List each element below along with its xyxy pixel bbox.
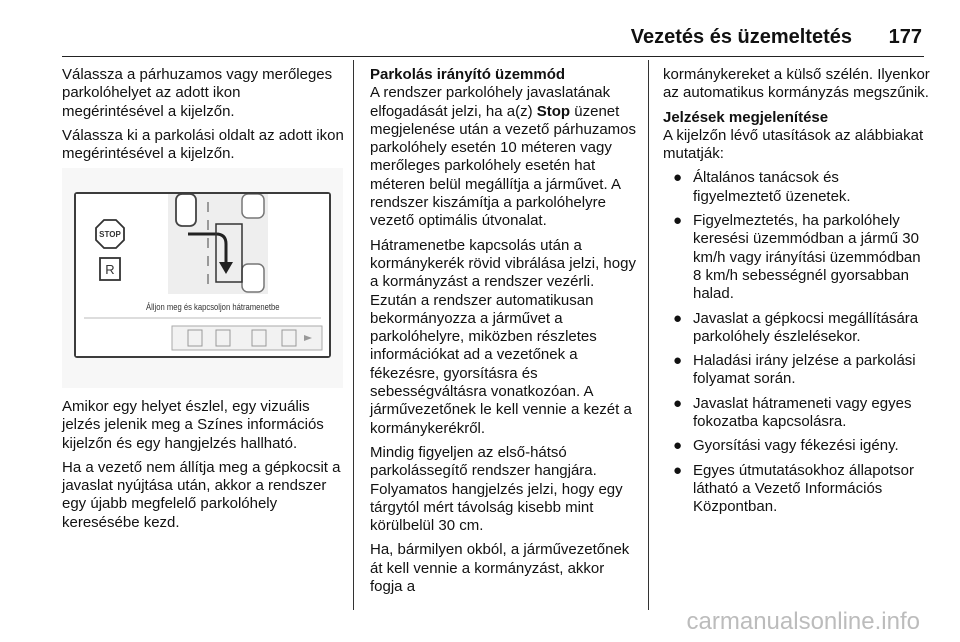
- column-3: [663, 66, 931, 523]
- section-title: Vezetés és üzemeltetés: [630, 26, 852, 48]
- bullet-icon: ●: [673, 212, 683, 230]
- parking-display-illustration: [62, 168, 343, 388]
- column-2: [370, 66, 638, 602]
- column-1: [62, 66, 346, 169]
- display-screen: [74, 192, 331, 358]
- paragraph: Hátramenetbe kapcsolás után a kormánykerék rövid vibrálása jelzi, hogy a kormányzást a rendszer vezérli. Ezután a rendszer automatikusan bekormányozza a járművet a parkolóhelyre, miközben részletes információkat ad a vezetőnek a fékezésre, gyorsításra és sebességváltásra vonatkozóan. A járművezetőnek le kell vennie a kezét a kormánykerékről.: [370, 236, 636, 437]
- section-heading: Jelzések megjelenítése: [663, 108, 829, 126]
- list-item: ● Javaslat hátrameneti vagy egyes fokozatba kapcsolásra.: [673, 394, 912, 431]
- parking-scene-graphic: [76, 194, 329, 356]
- list-item: ● Egyes útmutatásokhoz állapotsor látható a Vezető Információs Központban.: [673, 461, 914, 516]
- paragraph-text: A rendszer parkolóhely javaslatának elfogadását jelzi, ha a(z): [370, 84, 611, 120]
- paragraph: Mindig figyeljen az első-hátsó parkolássegítő rendszer hangjára. Folyamatos hangjelzés jelzi, hogy egy tárgytól mért távolság kisebb mint körülbelül 30 cm.: [370, 443, 623, 535]
- bullet-icon: ●: [673, 169, 683, 187]
- section-heading: Parkolás irányító üzemmód: [370, 66, 566, 83]
- column-divider-2: [648, 60, 649, 610]
- header-rule: [62, 56, 924, 57]
- bullet-icon: ●: [673, 309, 683, 327]
- bullet-icon: ●: [673, 461, 683, 479]
- stop-keyword: Stop: [536, 102, 571, 120]
- bullet-icon: ●: [673, 437, 683, 455]
- list-item: ● Haladási irány jelzése a parkolási folyamat során.: [673, 352, 916, 388]
- paragraph: Ha a vezető nem állítja meg a gépkocsit a javaslat nyújtása után, akkor a rendszer egy újabb megfelelő parkolóhely keresésébe kezd.: [62, 458, 341, 531]
- list-item: ● Gyorsítási vagy fékezési igény.: [673, 437, 899, 455]
- page-number: 177: [888, 26, 922, 48]
- paragraph: Ha, bármilyen okból, a járművezetőnek át kell vennie a kormányzást, akkor fogja a: [370, 541, 630, 596]
- bullet-icon: ●: [673, 394, 683, 412]
- list-item: ● Figyelmeztetés, ha parkolóhely keresési üzemmódban a jármű 30 km/h vagy irányítási üzemmódban 8 km/h sebességnél gyorsabban halad.: [673, 212, 921, 303]
- paragraph-text: A kijelzőn lévő utasítások az alábbiakat mutatják:: [663, 126, 924, 163]
- list-item: ● Általános tanácsok és figyelmeztető üzenetek.: [673, 169, 851, 205]
- reverse-icon-label: R: [105, 262, 115, 277]
- column-divider-1: [353, 60, 354, 610]
- page-header: [0, 22, 960, 56]
- paragraph: kormánykereket a külső szélén. Ilyenkor az automatikus kormányzás megszűnik.: [663, 66, 930, 102]
- bullet-list: [663, 169, 931, 516]
- list-item: ● Javaslat a gépkocsi megállítására parkolóhely észlelésekor.: [673, 309, 919, 345]
- paragraph-text: üzenet megjelenése után a vezető párhuzamos parkolóhely esetén 10 méteren vagy merőleges parkolóhely esetén hat méteren belül megállítja a járművet. A rendszer kiszámítja a parkolóhelyre vezető optimális útvonalat.: [370, 102, 637, 230]
- bullet-icon: ●: [673, 352, 683, 370]
- column-1-lower: [62, 398, 346, 538]
- paragraph: Válassza a párhuzamos vagy merőleges parkolóhelyet az adott ikon megérintésével a kijelzőn.: [62, 66, 333, 120]
- paragraph: Amikor egy helyet észlel, egy vizuális jelzés jelenik meg a Színes információs kijelzőn és egy hangjelzés hallható.: [62, 398, 324, 452]
- stop-icon-label: STOP: [99, 230, 121, 239]
- watermark: carmanualsonline.info: [686, 608, 920, 635]
- display-message: Álljon meg és kapcsoljon hátramenetbe: [146, 302, 280, 312]
- paragraph: Válassza ki a parkolási oldalt az adott ikon megérintésével a kijelzőn.: [62, 126, 344, 163]
